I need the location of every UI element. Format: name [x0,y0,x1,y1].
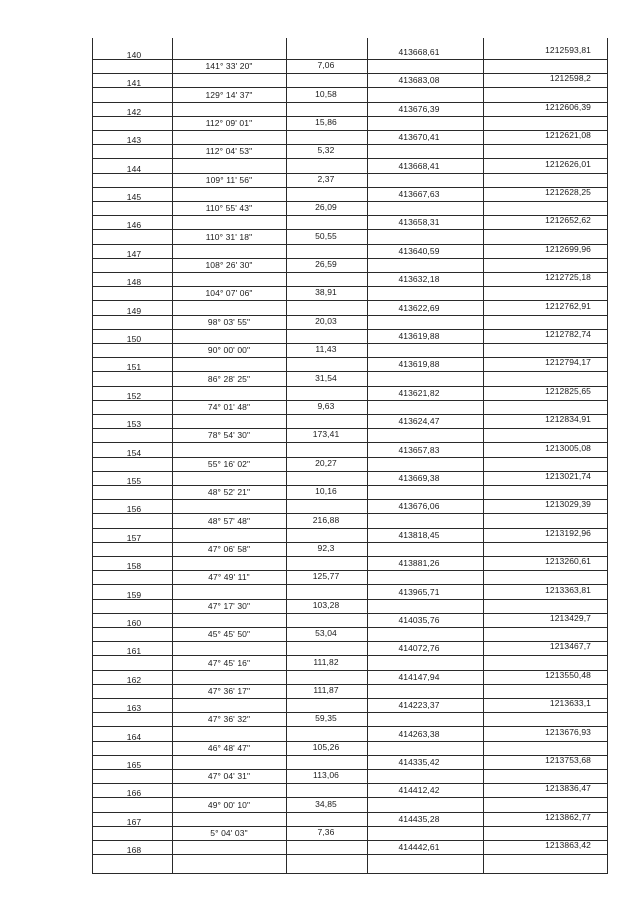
coordinate-x: 414412,42 [398,785,440,796]
point-number: 167 [126,816,142,827]
coordinate-y: 1212593,81 [545,45,591,55]
point-number: 154 [126,447,142,458]
point-number: 156 [126,504,142,515]
direction-angle: 104° 07' 06" [205,288,253,299]
point-number: 145 [126,192,142,202]
coordinate-y: 1212782,74 [545,329,591,339]
coordinate-x: 413676,39 [398,103,440,114]
point-number: 157 [126,532,142,543]
direction-angle: 49° 00' 10" [207,799,251,810]
direction-angle: 45° 45' 50" [207,629,251,640]
coordinate-x: 413965,71 [398,586,440,597]
coordinate-y: 1212621,08 [545,130,591,141]
point-number: 158 [126,561,142,572]
segment-length: 59,35 [315,713,337,724]
coordinate-x: 413667,63 [398,189,440,199]
segment-length: 2,37 [317,173,335,184]
coordinate-x: 413622,69 [398,302,440,313]
coordinate-x: 414442,61 [398,842,440,853]
segment-length: 15,86 [315,117,337,127]
coordinate-y: 1213029,39 [545,499,591,510]
coordinate-x: 413657,83 [398,444,440,455]
coordinate-x: 413619,88 [398,331,440,341]
point-number: 166 [126,788,142,799]
coordinate-x: 413818,45 [398,529,440,540]
coordinate-x: 413632,18 [398,274,440,285]
coordinate-x: 414263,38 [398,728,440,739]
segment-length: 10,58 [315,88,337,99]
point-number: 140 [126,50,142,60]
coordinate-y: 1213363,81 [545,584,591,595]
coordinate-x: 413668,41 [398,160,440,171]
point-number: 147 [126,248,142,259]
point-number: 162 [126,674,142,685]
point-number: 143 [126,135,142,146]
segment-length: 7,06 [317,60,335,71]
point-number: 144 [126,163,142,174]
coordinate-y: 1212725,18 [545,272,591,283]
segment-length: 9,63 [317,401,335,411]
segment-length: 111,87 [313,685,339,695]
segment-length: 5,32 [317,145,335,156]
direction-angle: 47° 36' 32" [207,714,251,725]
coordinate-y: 1212628,25 [545,187,591,197]
coordinate-y: 1213676,93 [545,726,591,737]
coordinate-y: 1213260,61 [545,556,591,567]
coordinate-x: 413640,59 [398,245,440,256]
coordinate-x: 413676,06 [398,501,440,512]
coordinate-y: 1213192,96 [545,527,591,538]
point-number: 141 [126,78,142,89]
coordinate-y: 1213836,47 [545,783,591,794]
coordinate-x: 413670,41 [398,132,440,143]
coordinate-y: 1212652,62 [545,215,591,226]
segment-length: 31,54 [315,372,337,383]
segment-length: 105,26 [312,741,340,752]
coordinate-x: 413881,26 [398,558,440,569]
direction-angle: 47° 49' 11" [208,572,250,583]
direction-angle: 141° 33' 20" [205,61,253,72]
coordinate-y: 1213863,42 [545,840,591,851]
point-number: 148 [126,277,142,288]
direction-angle: 109° 11' 56" [205,174,253,185]
point-number: 149 [126,305,142,316]
direction-angle: 112° 04' 53" [205,146,253,157]
coordinate-y: 1212598,2 [549,73,591,84]
direction-angle: 110° 55' 43" [205,203,253,214]
coordinate-y: 1213429,7 [549,613,591,623]
segment-length: 11,43 [315,344,337,355]
segment-length: 20,27 [315,457,337,468]
direction-angle: 46° 48' 47" [207,742,251,753]
direction-angle: 74° 01' 48" [207,402,251,412]
point-number: 152 [126,390,142,401]
coordinate-y: 1212762,91 [545,300,591,311]
segment-length: 10,16 [315,486,337,497]
direction-angle: 47° 06' 58" [207,544,251,554]
point-number: 165 [126,760,142,770]
segment-length: 7,36 [317,827,335,837]
coordinate-y: 1212825,65 [545,385,591,396]
coordinate-y: 1212606,39 [545,101,591,112]
segment-length: 38,91 [315,287,337,298]
coordinate-y: 1213550,48 [545,669,591,680]
segment-length: 53,04 [315,628,337,639]
direction-angle: 98° 03' 55" [207,316,251,327]
coordinate-x: 414335,42 [398,757,440,767]
table-bottom-border [92,873,608,874]
direction-angle: 112° 09' 01" [205,118,253,128]
coordinate-x: 413668,61 [398,47,440,57]
direction-angle: 47° 36' 17" [207,686,251,696]
segment-length: 173,41 [312,429,340,440]
direction-angle: 48° 52' 21" [207,487,251,498]
direction-angle: 48° 57' 48" [207,515,251,526]
direction-angle: 86° 28' 25" [207,373,251,384]
coordinate-y: 1213005,08 [545,442,591,453]
point-number: 160 [126,618,142,628]
coordinate-x: 414435,28 [398,813,440,824]
coordinate-y: 1212834,91 [545,414,591,425]
direction-angle: 110° 31' 18" [205,231,253,242]
point-number: 146 [126,220,142,231]
coordinate-x: 413669,38 [398,473,440,483]
coordinate-x: 413619,88 [398,359,440,370]
coordinate-x: 413624,47 [398,416,440,427]
segment-length: 50,55 [315,230,337,241]
segment-length: 34,85 [315,798,337,809]
point-number: 168 [126,845,142,856]
segment-length: 92,3 [317,543,335,553]
coordinate-x: 413683,08 [398,75,440,86]
coordinate-y: 1212699,96 [545,243,591,254]
coordinate-y: 1213633,1 [549,698,591,709]
point-number: 155 [126,476,142,486]
coordinate-y: 1213862,77 [545,811,591,822]
coordinate-y: 1213021,74 [545,471,591,481]
point-number: 142 [126,106,142,117]
direction-angle: 129° 14' 37" [205,89,253,100]
direction-angle: 47° 04' 31" [207,771,251,782]
point-number: 161 [126,646,142,657]
coordinate-x: 413621,82 [398,387,440,398]
point-number: 151 [126,362,142,373]
coordinate-y: 1213753,68 [545,755,591,765]
segment-length: 26,59 [315,259,337,269]
point-number: 164 [126,731,142,742]
segment-length: 216,88 [312,514,340,525]
point-number: 150 [126,334,142,344]
coordinate-y: 1212626,01 [545,158,591,169]
segment-length: 20,03 [315,315,337,326]
segment-length: 26,09 [315,202,337,213]
coordinate-x: 414072,76 [398,643,440,654]
segment-length: 113,06 [313,770,339,781]
direction-angle: 5° 04' 03" [210,828,248,838]
point-number: 159 [126,589,142,600]
coordinate-y: 1212794,17 [545,357,591,368]
direction-angle: 108° 26' 30" [205,260,253,270]
segment-length: 103,28 [312,599,340,610]
direction-angle: 78° 54' 30" [207,430,251,441]
segment-length: 111,82 [313,656,339,667]
coordinate-x: 414223,37 [398,700,440,711]
coordinate-y: 1213467,7 [549,641,591,652]
coordinate-x: 414035,76 [398,615,440,625]
point-number: 163 [126,703,142,714]
direction-angle: 90° 00' 00" [207,345,251,356]
direction-angle: 47° 45' 16" [207,657,251,668]
coordinate-x: 413658,31 [398,217,440,228]
coordinate-x: 414147,94 [398,671,440,682]
direction-angle: 55° 16' 02" [207,458,251,469]
segment-length: 125,77 [312,571,340,582]
direction-angle: 47° 17' 30" [207,600,251,611]
point-number: 153 [126,419,142,430]
